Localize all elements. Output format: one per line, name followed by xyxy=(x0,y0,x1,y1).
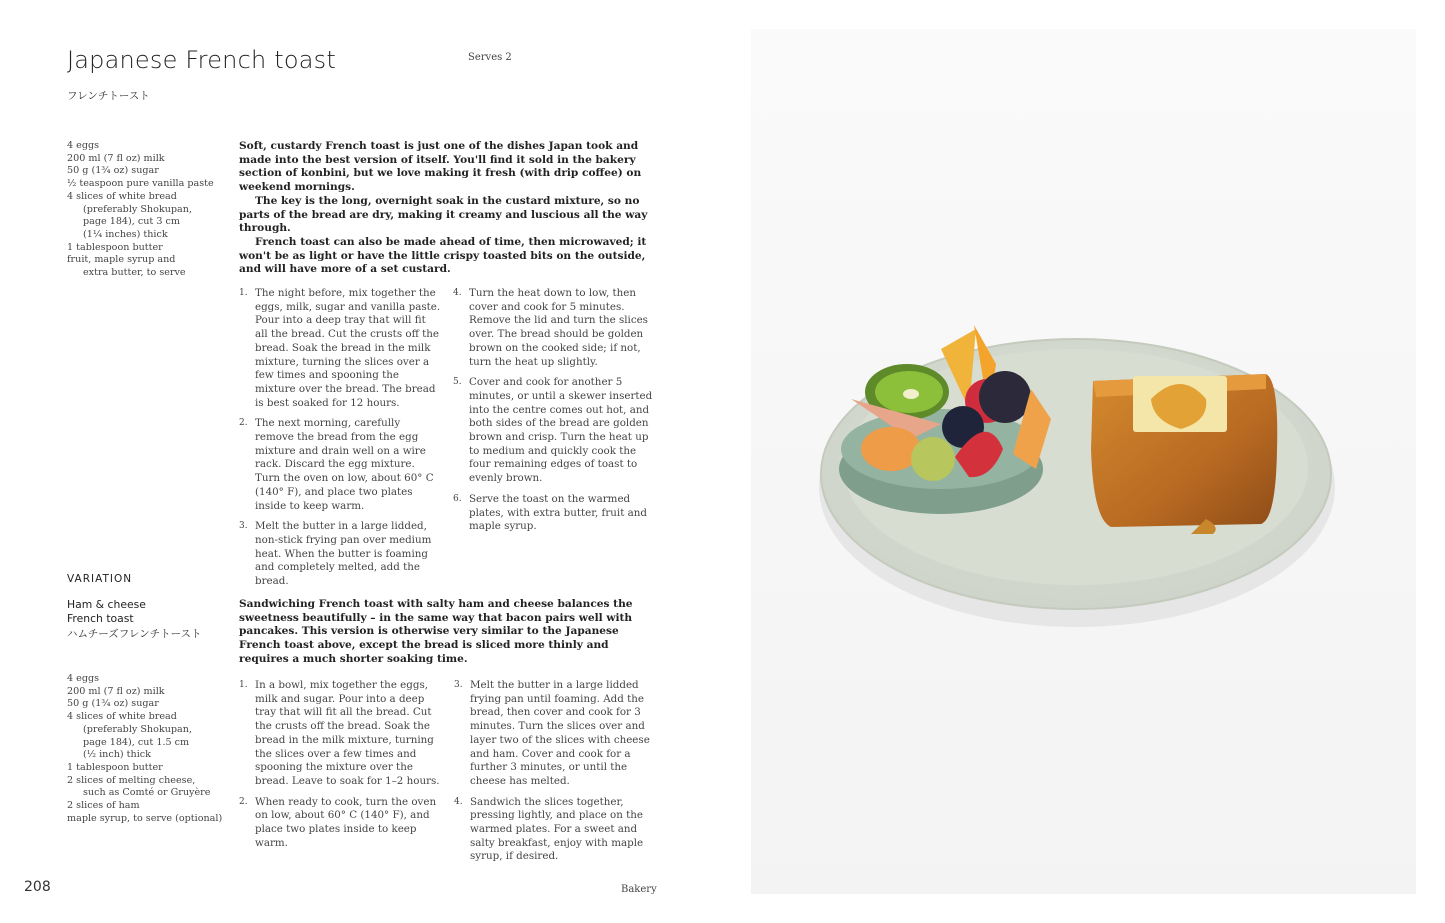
recipe-intro xyxy=(239,140,653,277)
french-toast-photo-illustration xyxy=(751,29,1416,894)
variation-intro-paragraph: Sandwiching French toast with salty ham and cheese balances the sweetness beautifully – in the same way that bacon pairs well with pancakes. This version is otherwise very similar to the Japanese French toast above, except the bread is sliced more thinly and requires a much shorter soaking time. xyxy=(239,598,633,665)
ingredient-item: page 184), cut 3 cm xyxy=(83,216,180,228)
ingredient-item: 4 slices of white bread xyxy=(67,190,177,202)
ingredient-item: (½ inch) thick xyxy=(83,749,151,761)
intro-paragraph: Soft, custardy French toast is just one of the dishes Japan took and made into the best version of itself. You'll find it sold in the bakery section of konbini, but we love making it fresh (with drip coffee) on weekend mornings. xyxy=(239,140,642,194)
ingredient-item: 200 ml (7 fl oz) milk xyxy=(67,685,165,697)
ingredient-item: (preferably Shokupan, xyxy=(83,723,192,735)
ingredient-item: maple syrup, to serve (optional) xyxy=(67,812,223,824)
ingredient-item: extra butter, to serve xyxy=(83,267,186,279)
step-text: Serve the toast on the warmed plates, with extra butter, fruit and maple syrup. xyxy=(469,492,647,533)
ingredient-item: 2 slices of melting cheese, xyxy=(67,774,196,786)
ingredient-item: 1 tablespoon butter xyxy=(67,761,163,773)
step-number: 3. xyxy=(239,521,248,532)
step-number: 5. xyxy=(453,377,462,388)
method-step xyxy=(239,679,441,789)
method-step xyxy=(453,287,653,369)
method-step xyxy=(239,796,441,851)
step-text: The next morning, carefully remove the bread from the egg mixture and drain well on a wire rack. Discard the egg mixture. Turn the oven on low, about 60° C (140° F), and place two plates inside to keep warm. xyxy=(255,417,434,512)
serves-label: Serves 2 xyxy=(468,52,512,63)
page-number: 208 xyxy=(24,879,51,895)
intro-paragraph: The key is the long, overnight soak in the custard mixture, so no parts of the bread are dry, making it creamy and luscious all the way through. xyxy=(239,194,648,235)
step-number: 2. xyxy=(239,418,248,429)
step-number: 1. xyxy=(239,680,248,690)
method-step xyxy=(239,417,441,513)
step-number: 3. xyxy=(454,680,463,690)
method-step xyxy=(453,376,653,486)
ingredient-item: 4 slices of white bread xyxy=(67,711,177,723)
ingredient-item: 4 eggs xyxy=(67,673,100,684)
ingredient-item: 200 ml (7 fl oz) milk xyxy=(67,152,165,164)
ingredient-item: page 184), cut 1.5 cm xyxy=(83,736,190,748)
step-text: Sandwich the slices together, pressing lightly, and place on the warmed plates. For a sweet and salty breakfast, enjoy with maple syrup, if desired. xyxy=(470,795,644,863)
variation-title-japanese: ハムチーズフレンチトースト xyxy=(67,628,202,640)
ingredient-item: such as Comté or Gruyère xyxy=(83,787,211,799)
step-text: The night before, mix together the eggs, milk, sugar and vanilla paste. Pour into a deep tray that will fit all the bread. Cut the crusts off the bread. Soak the bread in the milk mixture, turning the slices over a few times and spooning the mixture over the bread. The bread is best soaked for 12 hours. xyxy=(255,287,441,409)
ingredient-item: (1¼ inches) thick xyxy=(83,228,168,240)
ingredient-item: 4 eggs xyxy=(67,140,100,151)
variation-steps-column-2 xyxy=(454,679,656,871)
step-text: Melt the butter in a large lidded frying pan until foaming. Add the bread, then cover and cook for 3 minutes. Turn the slices over and layer two of the slices with cheese and ham. Cover and cook for a further 3 minutes, or until the cheese has melted. xyxy=(470,679,650,787)
method-step xyxy=(454,679,656,789)
ingredient-item: ½ teaspoon pure vanilla paste xyxy=(67,178,214,190)
ingredient-list xyxy=(67,140,227,280)
method-steps-column-2 xyxy=(453,287,653,541)
recipe-title: Japanese French toast xyxy=(67,46,336,74)
step-text: Cover and cook for another 5 minutes, or until a skewer inserted into the centre comes out hot, and both sides of the bread are golden brown and crisp. Turn the heat up to medium and quickly cook the four remaining edges of toast to evenly brown. xyxy=(469,376,653,485)
variation-ingredient-list xyxy=(67,673,232,825)
method-steps-column-1 xyxy=(239,287,441,596)
recipe-title-japanese: フレンチトースト xyxy=(67,90,150,102)
ingredient-item: fruit, maple syrup and xyxy=(67,254,176,266)
variation-heading: VARIATION xyxy=(67,573,133,585)
method-step xyxy=(239,287,441,410)
ingredient-item: 50 g (1¾ oz) sugar xyxy=(67,698,159,710)
method-step xyxy=(454,796,656,865)
step-text: Turn the heat down to low, then cover and cook for 5 minutes. Remove the lid and turn the slices over. The bread should be golden brown on the cooked side; if not, turn the heat up slightly. xyxy=(469,287,648,368)
section-name: Bakery xyxy=(621,884,657,895)
variation-title-line: Ham & cheese xyxy=(67,598,146,611)
step-text: In a bowl, mix together the eggs, milk and sugar. Pour into a deep tray that will fit all the bread. Cut the crusts off the bread. Soak the bread in the milk mixture, turning the slices over a few times and spooning the mixture over the bread. Leave to soak for 1–2 hours. xyxy=(255,679,440,787)
method-step xyxy=(453,493,653,534)
method-step xyxy=(239,520,441,589)
food-photo xyxy=(751,29,1416,894)
intro-paragraph: French toast can also be made ahead of time, then microwaved; it won't be as light or have the little crispy toasted bits on the outside, and will have more of a set custard. xyxy=(239,235,647,276)
ingredient-item: (preferably Shokupan, xyxy=(83,203,192,215)
step-number: 2. xyxy=(239,796,248,807)
ingredient-item: 2 slices of ham xyxy=(67,800,140,812)
variation-intro xyxy=(239,598,653,667)
variation-title xyxy=(67,598,202,642)
variation-title-line: French toast xyxy=(67,611,134,625)
step-number: 1. xyxy=(239,288,248,298)
step-text: Melt the butter in a large lidded, non-stick frying pan over medium heat. When the butter is foaming and completely melted, add the bread. xyxy=(255,520,432,588)
step-number: 4. xyxy=(454,796,463,807)
variation-steps-column-1 xyxy=(239,679,441,857)
step-text: When ready to cook, turn the oven on low, about 60° C (140° F), and place two plates inside to keep warm. xyxy=(255,795,437,849)
step-number: 4. xyxy=(453,288,462,298)
ingredient-item: 1 tablespoon butter xyxy=(67,241,163,253)
ingredient-item: 50 g (1¾ oz) sugar xyxy=(67,165,159,177)
step-number: 6. xyxy=(453,493,462,504)
